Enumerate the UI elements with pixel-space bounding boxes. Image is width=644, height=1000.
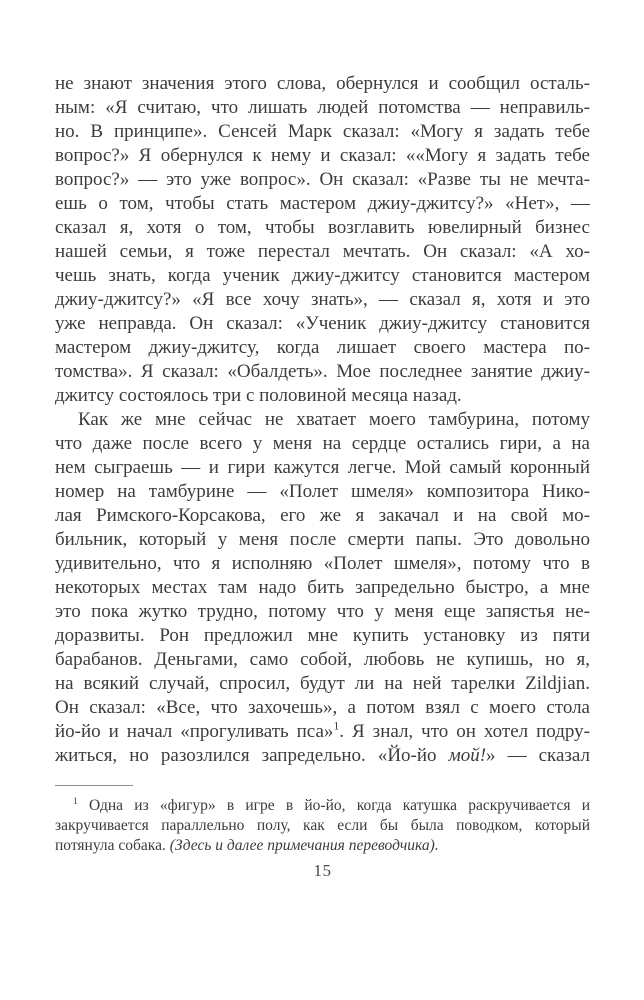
text-line	[55, 336, 590, 360]
text-run: вопрос?» — это уже вопрос». Он сказал: «Разве ты не мечта-	[55, 169, 590, 190]
text-line	[55, 456, 590, 480]
text-run: что даже после всего у меня на сердце остались гири, а на	[55, 433, 590, 454]
text-line	[55, 528, 590, 552]
text-run: чешь знать, когда ученик джиу-джитсу становится мастером	[55, 265, 590, 286]
text-line	[55, 744, 590, 768]
text-run: сказал я, хотя о том, чтобы возглавить ювелирный бизнес	[55, 217, 590, 238]
text-run: житься, но разозлился запредельно. «Йо-йо	[55, 745, 449, 766]
footnote-marker: 1	[73, 796, 78, 807]
text-line	[55, 72, 590, 96]
text-run: не знают значения этого слова, обернулся и сообщил осталь-	[55, 73, 590, 94]
text-line	[55, 836, 590, 856]
footnote-marker: 1	[333, 720, 340, 733]
text-run: Как же мне сейчас не хватает моего тамбурина, потому	[78, 409, 590, 430]
text-run: некоторых местах там надо бить запредельно быстро, а мне	[55, 577, 590, 598]
text-line	[55, 360, 590, 384]
text-run: это пока жутко трудно, потому что у меня еще запястья не-	[55, 601, 590, 622]
main-text	[55, 72, 590, 768]
text-run: номер на тамбурине — «Полет шмеля» композитора Нико-	[55, 481, 590, 502]
text-run: закручивается параллельно полу, как если бы была поводком, который	[55, 817, 590, 834]
text-line	[55, 816, 590, 836]
text-line	[55, 672, 590, 696]
text-run: вопрос?» Я обернулся к нему и сказал: ««Могу я задать тебе	[55, 145, 590, 166]
text-line	[55, 288, 590, 312]
text-run: Одна из «фигур» в игре в йо-йо, когда катушка раскручивается и	[77, 797, 590, 814]
text-line	[55, 408, 590, 432]
footnote-separator	[55, 785, 133, 786]
text-line	[55, 504, 590, 528]
text-line	[55, 168, 590, 192]
text-run: . Я знал, что он хотел подру-	[339, 721, 590, 742]
text-run: доразвиты. Рон предложил мне купить установку из пяти	[55, 625, 590, 646]
text-line	[55, 384, 590, 408]
paragraph	[55, 408, 590, 768]
text-run: лая Римского-Корсакова, его же я закачал и на свой мо-	[55, 505, 590, 526]
text-run: на всякий случай, спросил, будут ли на ней тарелки Zildjian.	[55, 673, 590, 694]
text-line	[55, 624, 590, 648]
text-line	[55, 576, 590, 600]
text-run: » — сказал	[486, 745, 590, 766]
text-line	[55, 432, 590, 456]
text-line	[55, 120, 590, 144]
text-line	[55, 480, 590, 504]
paragraph	[55, 796, 590, 856]
text-run: мастером джиу-джитсу, когда лишает своего мастера по-	[55, 337, 590, 358]
text-run: джиу-джитсу?» «Я все хочу знать», — сказал я, хотя и это	[55, 289, 590, 310]
text-line	[55, 312, 590, 336]
text-line	[55, 552, 590, 576]
text-run: нем сыграешь — и гири кажутся легче. Мой самый коронный	[55, 457, 590, 478]
text-run: бильник, который у меня после смерти папы. Это довольно	[55, 529, 590, 550]
text-line	[55, 144, 590, 168]
text-line	[55, 264, 590, 288]
text-line	[55, 96, 590, 120]
text-line	[55, 600, 590, 624]
paragraph	[55, 72, 590, 408]
text-run: йо-йо и начал «прогуливать пса»	[55, 721, 334, 742]
text-line	[55, 796, 590, 816]
text-run: джитсу состоялось три с половиной месяца назад.	[55, 385, 462, 406]
text-run: ным: «Я считаю, что лишать людей потомства — неправиль-	[55, 97, 590, 118]
text-run: уже неправда. Он сказал: «Ученик джиу-джитсу становится	[55, 313, 590, 334]
text-line	[55, 696, 590, 720]
italic-text-run: мой!	[448, 745, 487, 766]
text-line	[55, 720, 590, 744]
text-line	[55, 192, 590, 216]
footnote	[55, 796, 590, 856]
text-run: нашей семьи, я тоже перестал мечтать. Он сказал: «А хо-	[55, 241, 590, 262]
text-run: Он сказал: «Все, что захочешь», а потом взял с моего стола	[55, 697, 590, 718]
text-run: потянула собака.	[55, 837, 170, 854]
text-line	[55, 240, 590, 264]
text-line	[55, 648, 590, 672]
text-run: удивительно, что я исполняю «Полет шмеля», потому что в	[55, 553, 590, 574]
text-run: ешь о том, чтобы стать мастером джиу-джитсу?» «Нет», —	[55, 193, 590, 214]
italic-text-run: (Здесь и далее примечания переводчика).	[169, 837, 439, 854]
text-run: барабанов. Деньгами, само собой, любовь не купишь, но я,	[55, 649, 590, 670]
page-number: 15	[313, 861, 332, 880]
text-line	[55, 216, 590, 240]
text-run: томства». Я сказал: «Обалдеть». Мое последнее занятие джиу-	[55, 361, 590, 382]
text-run: но. В принципе». Сенсей Марк сказал: «Могу я задать тебе	[55, 121, 590, 142]
